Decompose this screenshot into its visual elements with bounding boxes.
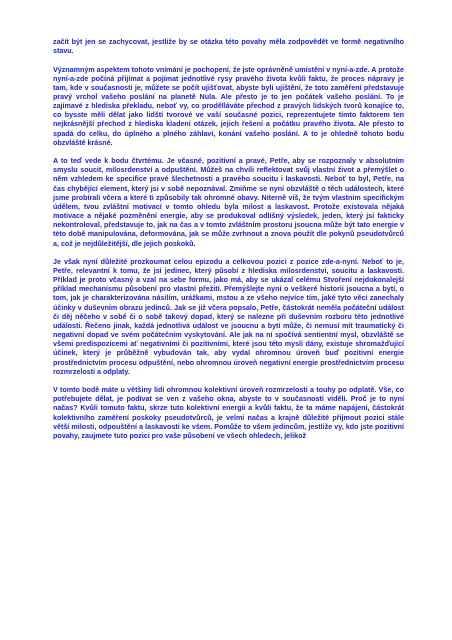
paragraph-4: Je však nyní důležité prozkoumat celou epizodu a celkovou pozici z pozice zde-a-nyní. Neboť to je, Petře, relevantní k tomu, že jsi jedinec, který působí z hlediska milosrdenství, soucitu a laskavosti. Příklad je proto včasný a vzal na sebe formu, jako má, aby se ukázal celému Stvoření nejdokonalejší příklad mechanismu působení pro vlastní přežití. Přemýšlejte nyní o veškeré historii jsoucna a bytí, o tom, jak je charakterizována násilím, urážkami, mstou a ze všeho nejvíce tím, jaké tyto věci zanechaly účinky v duševním obrazu jedinců. Jak se již včera popsalo, Petře, částokrát neměla počáteční událost či děj něčeho v sobě či o sobě takový dopad, který se nalezne při duševním rozboru této jednotlivé události. Řečeno jinak, každá jednotlivá událost ve jsoucnu a bytí může, či nemusí mít traumatický či negativní dopad ve svém počátečním vyskytování. Ale jak na ní spočívá sentientní mysl, obzvláště se všemi predispozicemi ať negativními či pozitivními, které jsou této mysli dány, existuje shromažďující účinek, který je průběžně vybudován tak, aby vydal ohromnou úroveň buď pozitivní energie prostřednictvím procesu odpuštění, nebo ohromnou úroveň negativní energie prostřednictvím procesu rozmrzelosti a odplaty. bbox=[53, 257, 404, 376]
document-page bbox=[53, 38, 404, 450]
paragraph-2: Významným aspektem tohoto vnímání je pochopení, že jste oprávněně umístění v nyní-a-zde. A protože nyní-a-zde počíná přijímat a pojímat jednotlivé rysy pravého života kvůli faktu, že proces nápravy je tam, kde v současnosti je, můžete se počít ujišťovat, abyste byli ujištění, že toto zaměření představuje pravý vrchol vašeho poslání na planetě Nula. Ale přesto je to jen počátek vašeho poslání. To je zajímavé z hlediska překladu, neboť vy, co prodělláváte přechod z pravých lidských tvorů konajíce to, co bysste měli dělat jako lidští tvorové ve vaší současné pozici, reprezentujete tímto faktorem ten nejkrásnější přechod z hlediska kladení otázek, jejich řešení a počátku pravého života. Ale přesto to spadá do celku, do úplného a plného záhlaví, konání vašeho poslání. A to je ohledně tohoto bodu obzvláště krásné. bbox=[53, 65, 404, 147]
paragraph-1: začít být jen se zachycovat, jestliže by se otázka této povahy měla zodpovědět ve formě negativního stavu. bbox=[53, 38, 404, 56]
paragraph-3: A to teď vede k bodu čtvrtému. Je včasné, pozitivní a pravé, Petře, aby se rozpoznaly v absolutním smyslu soucit, milosrdenství a odpuštění. Můžeš na chvíli reflektovat svůj vlastní život a přemýšlet o něm vzhledem ke specifice pravé šlechetnosti a pravého soucitu i laskavosti. Neboť to byl, Petře, na čas chybějící element, který jsi v sobě nepoznával. Zmiňme se nyní obzvláště o těch událostech, které jsme probírali včera a které ti způsobily tak ohromné obavy. Niterně víš, že tvým vlastním specifickým údělem, tvou zvláštní motivací v tomto ohledu byla milost a laskavost. Protože existovala nějaká motivace a nějaké pozměnění energie, aby se produkoval odlišný výsledek, jeden, který jsi fakticky nekontroloval, představuje to, jak na čas a v tomto zvláštním prostoru jsoucna může být tato energie v této době manipulována, deformována, jak se může zvrhnout a znova použít dle pokynů pseudotvůrců a, což je nejdůležitější, dle jejich poskoků. bbox=[53, 157, 404, 248]
paragraph-5: V tomto bodě máte u většiny lidí ohromnou kolektivní úroveň rozmrzelosti a touhy po odplatě. Vše, co potřebujete dělat, je podívat se ven z vašeho okna, abyste to v současnosti viděli. Proč je to nyní načas? Kvůli tomuto faktu, skrze tuto kolektivní energii a kvůli faktu, že ta máme napájení, částokrát kolektivního zaměření poskoky pseudotvůrců, je velmi načas a krajně důležité přijmout pozici stále větší milosti, odpouštění a laskavosti ke všem. Pomůže to všem jedincům, jestliže vy, kdo jste pozitivní povahy, zaujmete tuto pozici pro vaše působení ve všech ohledech, jelikož bbox=[53, 386, 404, 440]
